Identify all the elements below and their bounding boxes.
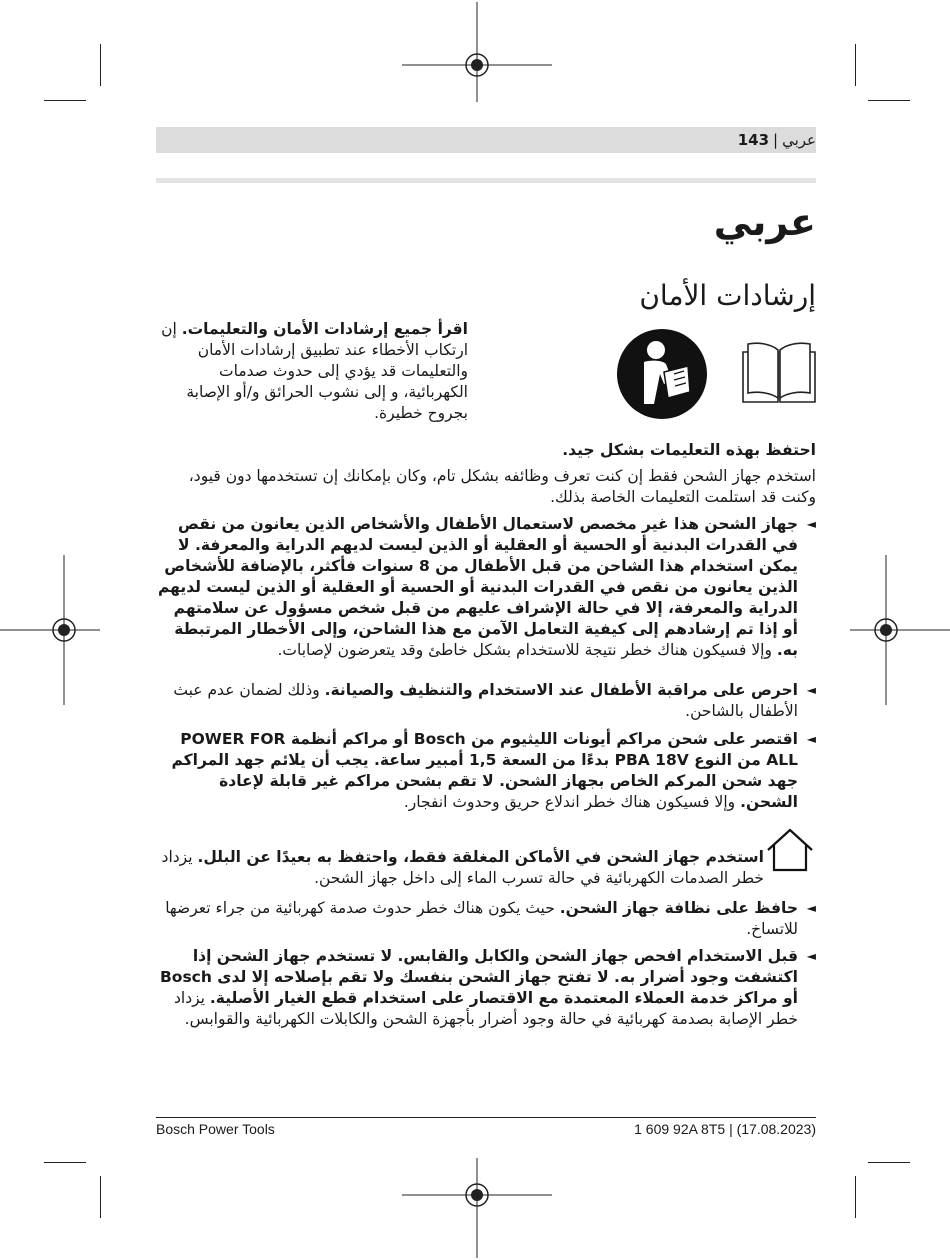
indoor-warning xyxy=(156,847,816,889)
indoor-bold: استخدم جهاز الشحن في الأماكن المغلقة فقط، واحتفظ به بعيدًا عن البلل. xyxy=(197,848,764,866)
page-number: 143 xyxy=(737,131,770,149)
bullet-arrow-icon: ◄ xyxy=(806,949,816,963)
crop-mark xyxy=(44,1162,86,1163)
bullet-item xyxy=(156,514,816,661)
section-title: إرشادات الأمان xyxy=(639,279,816,312)
bullet-bold: احرص على مراقبة الأطفال عند الاستخدام والتنظيف والصيانة. xyxy=(324,681,798,699)
bullet-bold: اقتصر على شحن مراكم أيونات الليثيوم من Bosch أو مراكم أنظمة POWER FOR ALL من النوع PBA 18V بدءًا من السعة 1,5 أمبير ساعة. يجب أن يلائم جهد المراكم جهد شحن المركم الخاص بجهاز الشحن. لا تقم بشحن مراكم غير قابلة لإعادة الشحن. xyxy=(171,730,798,811)
running-header: عربي|143 xyxy=(737,131,816,149)
bullet-arrow-icon: ◄ xyxy=(806,517,816,531)
footer-doc-ref: 1 609 92A 8T5 | (17.08.2023) xyxy=(634,1121,816,1137)
intro-bold: اقرأ جميع إرشادات الأمان والتعليمات. xyxy=(181,320,468,338)
registration-mark-right xyxy=(850,555,950,705)
keep-instructions-text: احتفظ بهذه التعليمات بشكل جيد. xyxy=(562,441,816,459)
bullet-text: حيث يكون هناك خطر حدوث صدمة كهربائية من جراء تعرضها للاتساخ. xyxy=(165,899,798,938)
registration-mark-top xyxy=(402,2,552,102)
bullet-text: وذلك لضمان عدم عبث الأطفال بالشاحن. xyxy=(173,681,798,720)
crop-mark xyxy=(100,1176,101,1218)
intro-text: إن ارتكاب الأخطاء عند تطبيق إرشادات الأمان والتعليمات قد يؤدي إلى حدوث صدمات الكهربائية، و إلى نشوب الحرائق و/أو الإصابة بجروح خطيرة. xyxy=(161,320,468,422)
page-title: عربي xyxy=(713,200,816,244)
crop-mark xyxy=(44,100,86,101)
header-bar xyxy=(156,127,816,153)
bullet-item xyxy=(156,898,816,940)
crop-mark xyxy=(100,44,101,86)
bullet-bold: جهاز الشحن هذا غير مخصص لاستعمال الأطفال والأشخاص الذين يعانون من نقص في القدرات البدنية أو الحسية أو العقلية أو الذين ليست لديهم الدراية والمعرفة. لا يمكن استخدام هذا الشاحن من قبل الأطفال من 8 سنوات فأكثر، بالإضافة للأشخاص الذين يعانون من نقص في القدرات البدنية أو الحسية أو العقلية أو الذين ليست لديهم الدراية والمعرفة، إلا في حالة الإشراف عليهم من قبل شخص مسؤول عن سلامتهم أو إذا تم إرشادهم إلى كيفية التعامل الآمن مع هذا الشاحن، وإلى الأخطار المرتبطة به. xyxy=(158,515,798,659)
read-manual-icon xyxy=(614,328,710,420)
usage-paragraph: استخدم جهاز الشحن فقط إن كنت تعرف وظائفه بشكل تام، وكان بإمكانك إن تستخدمها دون قيود، وكنت قد استلمت التعليمات الخاصة بذلك. xyxy=(188,467,816,506)
footer-brand: Bosch Power Tools xyxy=(156,1121,275,1137)
crop-mark xyxy=(868,100,910,101)
registration-mark-bottom xyxy=(402,1158,552,1258)
book-icon xyxy=(741,340,817,406)
bullet-item xyxy=(156,729,816,813)
bullet-arrow-icon: ◄ xyxy=(806,901,816,915)
bullet-item xyxy=(156,680,816,722)
crop-mark xyxy=(855,44,856,86)
keep-instructions xyxy=(156,440,816,461)
bullet-bold: قبل الاستخدام افحص جهاز الشحن والكابل والقابس. لا تستخدم جهاز الشحن إذا اكتشفت وجود أضرار به. لا تفتح جهاز الشحن بنفسك ولا تقم بإصلاحه إلا لدى Bosch أو مراكز خدمة العملاء المعتمدة مع الاقتصار على استخدام قطع الغيار الأصلية. xyxy=(159,947,798,1007)
crop-mark xyxy=(868,1162,910,1163)
intro-paragraph xyxy=(156,319,468,424)
bullet-text: وإلا فسيكون هناك خطر اندلاع حريق وحدوث انفجار. xyxy=(403,793,741,811)
registration-mark-left xyxy=(0,555,100,705)
bullet-arrow-icon: ◄ xyxy=(806,732,816,746)
footer-rule xyxy=(156,1117,816,1118)
bullet-text: وإلا فسيكون هناك خطر نتيجة للاستخدام بشكل خاطئ وقد يتعرضون لإصابات. xyxy=(277,641,777,659)
language-label: عربي xyxy=(782,131,816,149)
header-rule xyxy=(156,178,816,183)
indoor-text: يزداد خطر الصدمات الكهربائية في حالة تسرب الماء إلى داخل جهاز الشحن. xyxy=(161,848,764,887)
bullet-bold: حافظ على نظافة جهاز الشحن. xyxy=(559,899,798,917)
bullet-item xyxy=(156,946,816,1030)
bullet-arrow-icon: ◄ xyxy=(806,683,816,697)
bullet-text: يزداد خطر الإصابة بصدمة كهربائية في حالة وجود أضرار بأجهزة الشحن والكابلات الكهربائية والقوابس. xyxy=(174,989,798,1028)
crop-mark xyxy=(855,1176,856,1218)
